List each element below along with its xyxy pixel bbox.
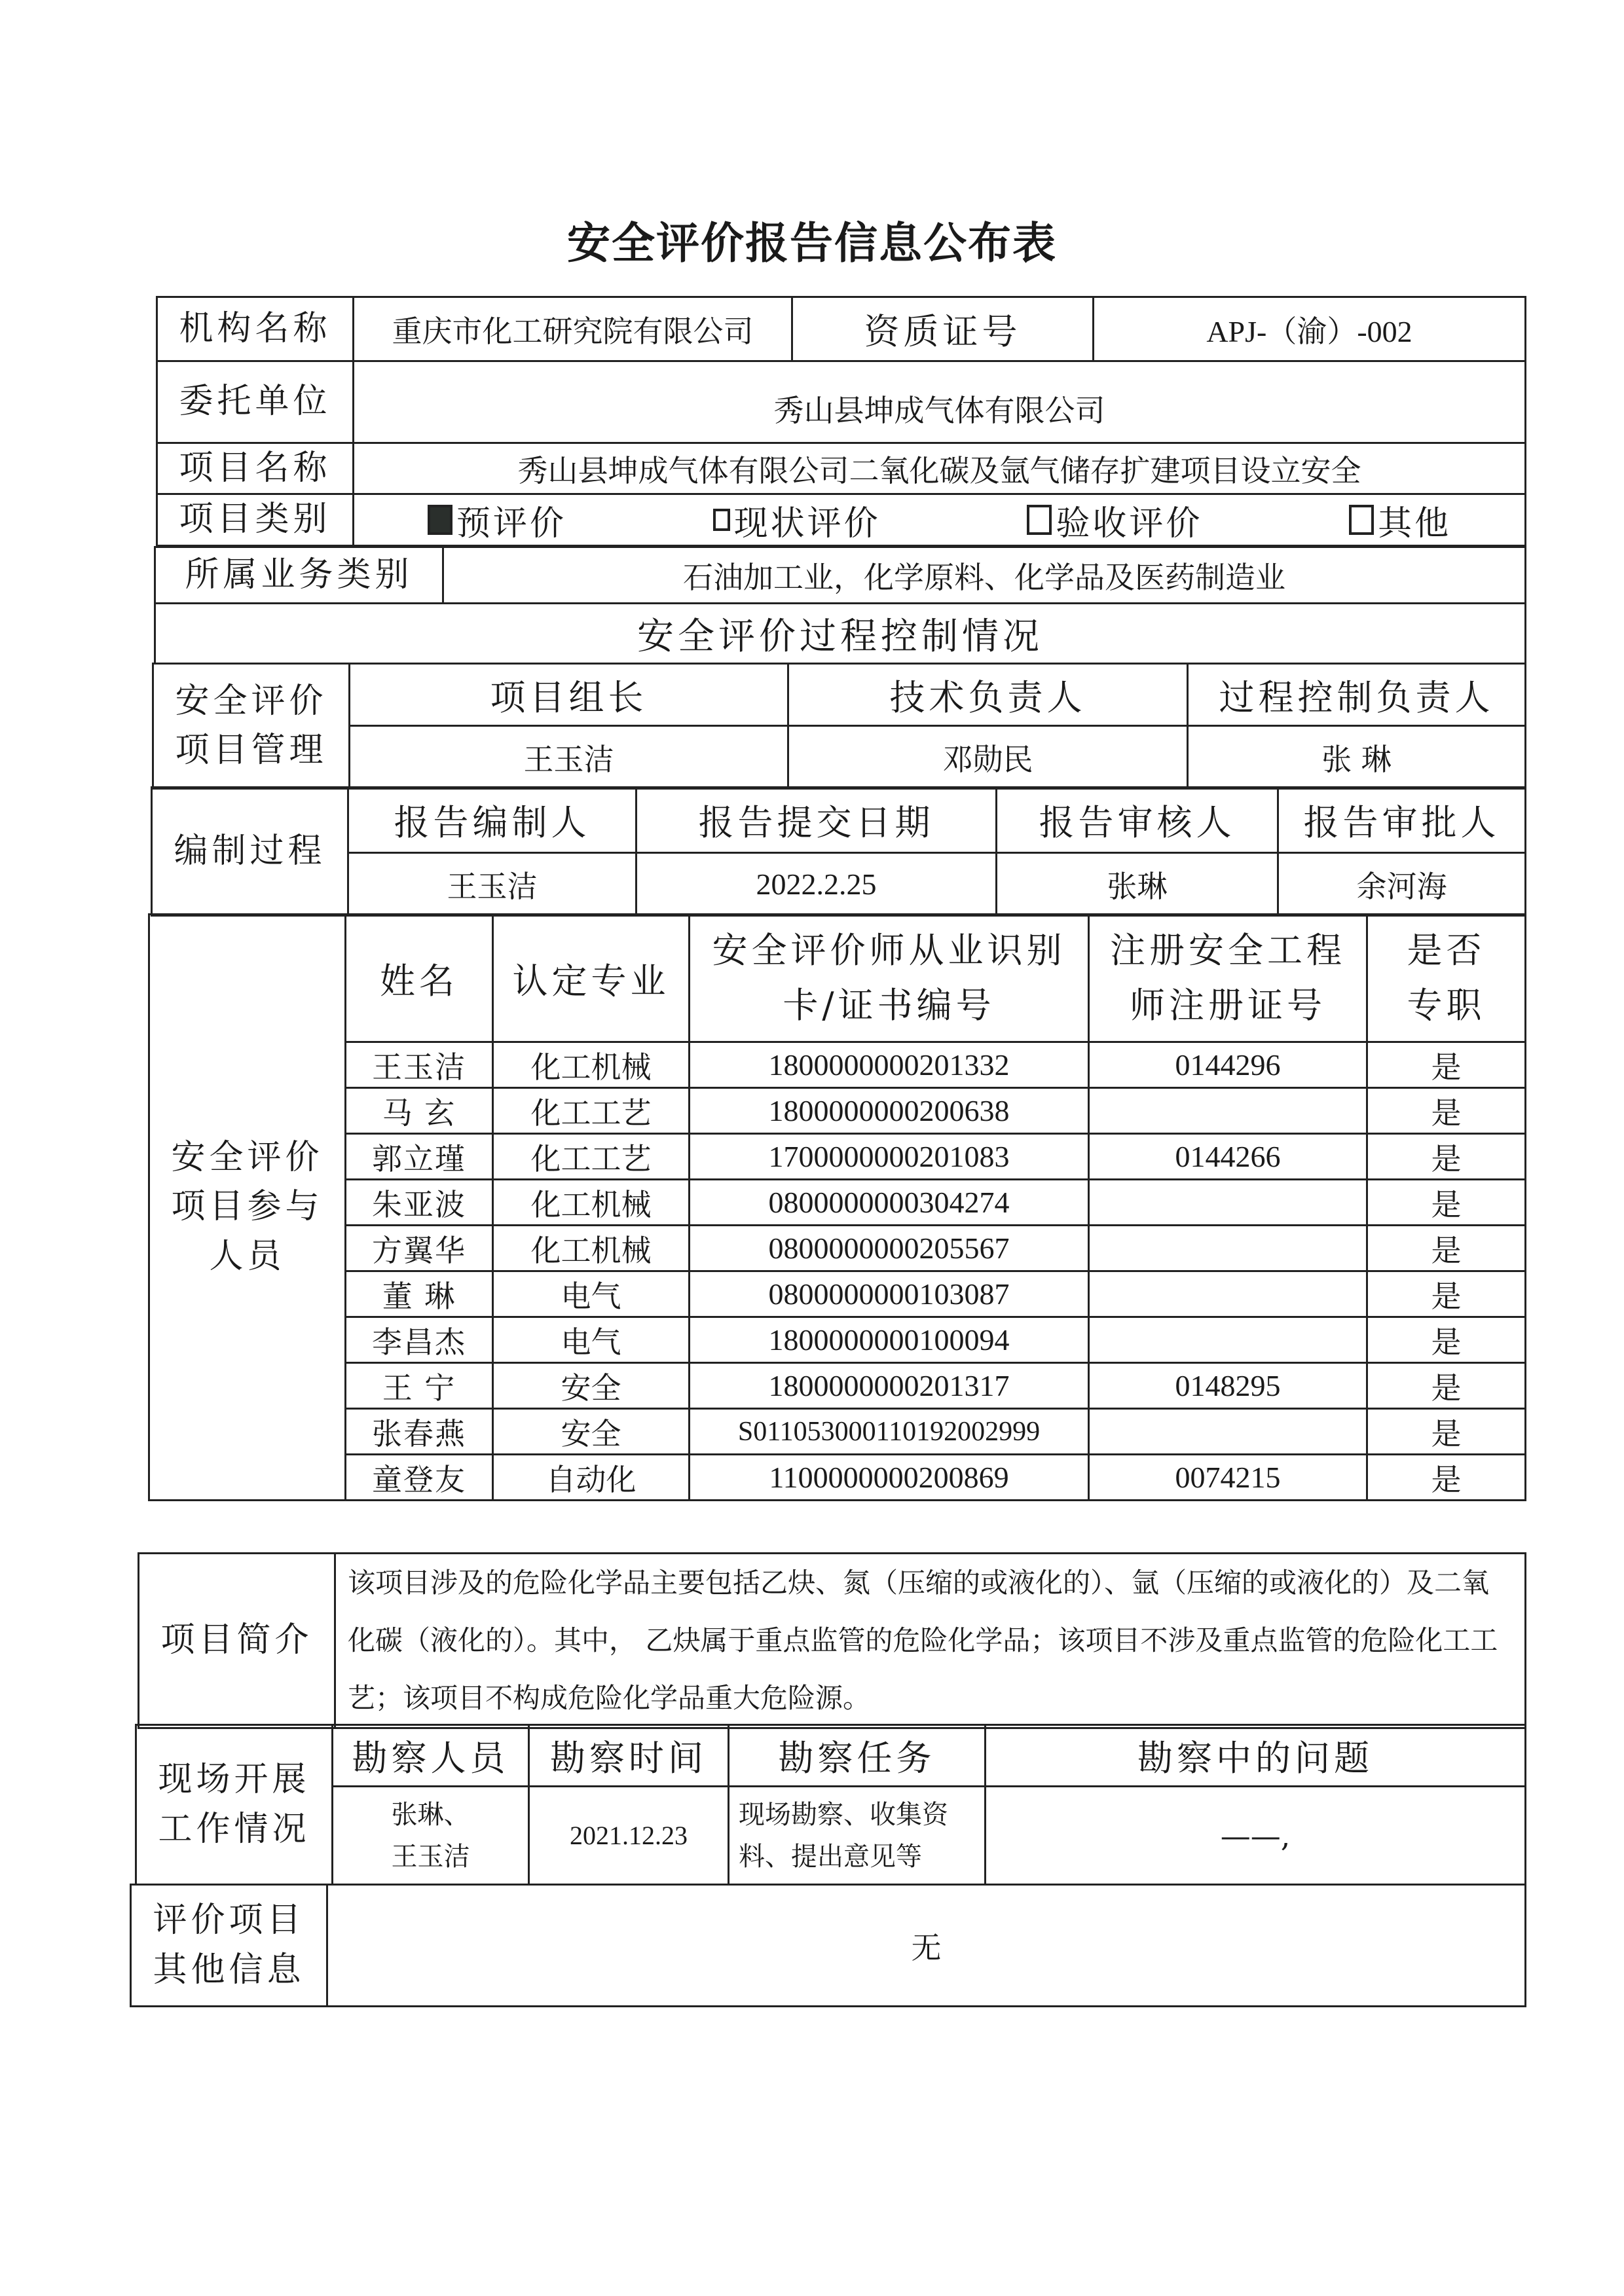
personnel-row <box>149 1455 1526 1501</box>
compilation-value-approver: 余河海 <box>1278 853 1526 916</box>
personnel-name: 马 玄 <box>346 1088 493 1134</box>
checkbox-unchecked-icon <box>1027 505 1052 535</box>
category-option-pre[interactable] <box>428 496 566 545</box>
compilation-value-date: 2022.2.25 <box>637 853 997 916</box>
personnel-header-reg-line1: 注册安全工程 <box>1110 930 1346 972</box>
personnel-card-number: 1800000000201317 <box>690 1363 1089 1409</box>
category-option-current[interactable] <box>713 496 881 545</box>
personnel-fulltime: 是 <box>1367 1042 1526 1088</box>
personnel-card-number: 1800000000201332 <box>690 1042 1089 1088</box>
survey-task-line1: 现场勘察、收集资 <box>739 1799 948 1830</box>
intro-table <box>138 1552 1526 1729</box>
personnel-header-fulltime-line2: 专职 <box>1407 985 1486 1026</box>
survey-staff-line1: 张琳、 <box>391 1799 470 1830</box>
personnel-name: 童登友 <box>346 1455 493 1501</box>
survey-task-line2: 料、提出意见等 <box>739 1841 922 1872</box>
personnel-specialty: 电气 <box>493 1317 690 1363</box>
management-table <box>152 663 1526 790</box>
personnel-row <box>149 1042 1526 1088</box>
project-label: 项目名称 <box>157 443 354 494</box>
org-name-label: 机构名称 <box>157 297 354 361</box>
compilation-header-approver: 报告审批人 <box>1278 788 1526 853</box>
personnel-table <box>148 913 1526 1501</box>
intro-text: 该项目涉及的危险化学品主要包括乙炔、氮（压缩的或液化的）、氩（压缩的或液化的）及二氧化碳（液化的）。其中， 乙炔属于重点监管的危险化学品；该项目不涉及重点监管的危险化工工艺；该项目不构成危险化学品重大危险源。 <box>335 1554 1526 1728</box>
management-header-tech: 技术负责人 <box>788 664 1188 726</box>
cert-label: 资质证号 <box>792 297 1094 361</box>
personnel-row <box>149 1226 1526 1271</box>
personnel-row <box>149 1134 1526 1180</box>
personnel-reg-number <box>1089 1180 1367 1226</box>
personnel-reg-number <box>1089 1317 1367 1363</box>
category-label: 项目类别 <box>157 494 354 545</box>
personnel-label-line2: 项目参与 <box>171 1187 323 1227</box>
personnel-fulltime: 是 <box>1367 1317 1526 1363</box>
personnel-specialty: 化工工艺 <box>493 1134 690 1180</box>
management-value-leader: 王玉洁 <box>350 726 788 789</box>
personnel-row <box>149 1409 1526 1455</box>
org-name-value: 重庆市化工研究院有限公司 <box>354 297 792 361</box>
personnel-reg-number <box>1089 1409 1367 1455</box>
business-table <box>154 546 1526 665</box>
category-option-other[interactable] <box>1349 496 1451 545</box>
personnel-label-line1: 安全评价 <box>171 1137 323 1177</box>
personnel-header-reg-line2: 师注册证号 <box>1130 985 1326 1026</box>
personnel-row <box>149 1317 1526 1363</box>
personnel-fulltime: 是 <box>1367 1271 1526 1317</box>
personnel-header-card <box>690 915 1089 1042</box>
personnel-row <box>149 1363 1526 1409</box>
survey-header-issues: 勘察中的问题 <box>986 1725 1526 1787</box>
survey-header-task: 勘察任务 <box>729 1725 986 1787</box>
personnel-specialty: 化工工艺 <box>493 1088 690 1134</box>
personnel-name: 李昌杰 <box>346 1317 493 1363</box>
compilation-table <box>151 786 1526 917</box>
management-label <box>153 664 350 789</box>
compilation-header-date: 报告提交日期 <box>637 788 997 853</box>
personnel-card-number: 1700000000201083 <box>690 1134 1089 1180</box>
personnel-specialty: 自动化 <box>493 1455 690 1501</box>
checkbox-unchecked-icon <box>1349 505 1374 535</box>
category-option-acceptance[interactable] <box>1027 496 1202 545</box>
checkbox-checked-icon <box>428 505 452 535</box>
personnel-card-number: 1800000000100094 <box>690 1317 1089 1363</box>
personnel-card-number: 0800000000304274 <box>690 1180 1089 1226</box>
personnel-header-card-line1: 安全评价师从业识别 <box>712 930 1066 972</box>
personnel-card-number: 0800000000205567 <box>690 1226 1089 1271</box>
compilation-value-reviewer: 张琳 <box>997 853 1278 916</box>
personnel-card-number: 0800000000103087 <box>690 1271 1089 1317</box>
personnel-header-reg <box>1089 915 1367 1042</box>
category-option-label: 其他 <box>1378 503 1452 543</box>
personnel-label-line3: 人员 <box>209 1236 286 1276</box>
category-option-label: 预评价 <box>456 503 566 543</box>
compilation-label: 编制过程 <box>152 788 348 916</box>
survey-label-line2: 工作情况 <box>158 1809 310 1849</box>
survey-issues: ——, <box>986 1787 1526 1885</box>
personnel-fulltime: 是 <box>1367 1180 1526 1226</box>
personnel-name: 董 琳 <box>346 1271 493 1317</box>
management-value-process: 张 琳 <box>1188 726 1526 789</box>
personnel-fulltime: 是 <box>1367 1363 1526 1409</box>
survey-label-line1: 现场开展 <box>158 1760 310 1800</box>
personnel-header-fulltime-line1: 是否 <box>1407 930 1486 972</box>
personnel-label <box>149 915 346 1501</box>
personnel-fulltime: 是 <box>1367 1226 1526 1271</box>
personnel-card-number: S011053000110192002999 <box>690 1409 1089 1455</box>
other-table <box>130 1884 1526 2007</box>
checkbox-unchecked-icon <box>713 509 730 531</box>
management-value-tech: 邓勋民 <box>788 726 1188 789</box>
personnel-header-card-line2: 卡/证书编号 <box>783 985 995 1026</box>
personnel-row <box>149 1271 1526 1317</box>
personnel-fulltime: 是 <box>1367 1455 1526 1501</box>
personnel-fulltime: 是 <box>1367 1088 1526 1134</box>
info-table <box>156 296 1526 547</box>
survey-header-staff: 勘察人员 <box>333 1725 529 1787</box>
personnel-row <box>149 1180 1526 1226</box>
personnel-name: 郭立瑾 <box>346 1134 493 1180</box>
personnel-specialty: 电气 <box>493 1271 690 1317</box>
management-header-process: 过程控制负责人 <box>1188 664 1526 726</box>
page-title: 安全评价报告信息公布表 <box>567 218 1057 268</box>
client-label: 委托单位 <box>157 361 354 443</box>
management-label-line1: 安全评价 <box>175 681 327 721</box>
survey-staff <box>333 1787 529 1885</box>
personnel-reg-number <box>1089 1271 1367 1317</box>
survey-staff-line2: 王玉洁 <box>391 1841 470 1872</box>
category-option-label: 现状评价 <box>733 503 881 543</box>
personnel-name: 王 宁 <box>346 1363 493 1409</box>
personnel-fulltime: 是 <box>1367 1409 1526 1455</box>
survey-task <box>729 1787 986 1885</box>
personnel-name: 方翼华 <box>346 1226 493 1271</box>
cert-value: APJ-（渝）-002 <box>1094 297 1526 361</box>
other-label <box>131 1885 327 2007</box>
personnel-reg-number: 0074215 <box>1089 1455 1367 1501</box>
personnel-reg-number <box>1089 1226 1367 1271</box>
management-header-leader: 项目组长 <box>350 664 788 726</box>
personnel-fulltime: 是 <box>1367 1134 1526 1180</box>
business-value: 石油加工业，化学原料、化学品及医药制造业 <box>443 547 1526 604</box>
personnel-row <box>149 1088 1526 1134</box>
personnel-specialty: 化工机械 <box>493 1042 690 1088</box>
process-section-title: 安全评价过程控制情况 <box>155 604 1526 664</box>
personnel-card-number: 1100000000200869 <box>690 1455 1089 1501</box>
management-label-line2: 项目管理 <box>175 731 327 770</box>
compilation-value-author: 王玉洁 <box>348 853 637 916</box>
personnel-name: 王玉洁 <box>346 1042 493 1088</box>
business-label: 所属业务类别 <box>155 547 443 604</box>
personnel-name: 张春燕 <box>346 1409 493 1455</box>
other-value: 无 <box>327 1885 1526 2007</box>
personnel-reg-number: 0144296 <box>1089 1042 1367 1088</box>
personnel-specialty: 安全 <box>493 1363 690 1409</box>
personnel-reg-number: 0148295 <box>1089 1363 1367 1409</box>
personnel-header-specialty: 认定专业 <box>493 915 690 1042</box>
personnel-specialty: 化工机械 <box>493 1226 690 1271</box>
other-label-line2: 其他信息 <box>153 1950 305 1990</box>
category-option-label: 验收评价 <box>1056 503 1203 543</box>
personnel-specialty: 化工机械 <box>493 1180 690 1226</box>
personnel-specialty: 安全 <box>493 1409 690 1455</box>
survey-header-date: 勘察时间 <box>529 1725 729 1787</box>
personnel-header-name: 姓名 <box>346 915 493 1042</box>
personnel-card-number: 1800000000200638 <box>690 1088 1089 1134</box>
intro-label: 项目简介 <box>139 1554 335 1728</box>
personnel-reg-number <box>1089 1088 1367 1134</box>
survey-label <box>136 1725 333 1885</box>
compilation-header-reviewer: 报告审核人 <box>997 788 1278 853</box>
survey-date: 2021.12.23 <box>529 1787 729 1885</box>
personnel-reg-number: 0144266 <box>1089 1134 1367 1180</box>
compilation-header-author: 报告编制人 <box>348 788 637 853</box>
other-label-line1: 评价项目 <box>153 1901 305 1941</box>
personnel-header-fulltime <box>1367 915 1526 1042</box>
client-value: 秀山县坤成气体有限公司 <box>354 361 1526 443</box>
project-value: 秀山县坤成气体有限公司二氧化碳及氩气储存扩建项目设立安全 <box>354 443 1526 494</box>
survey-table <box>135 1724 1526 1886</box>
category-options <box>354 494 1526 545</box>
personnel-name: 朱亚波 <box>346 1180 493 1226</box>
